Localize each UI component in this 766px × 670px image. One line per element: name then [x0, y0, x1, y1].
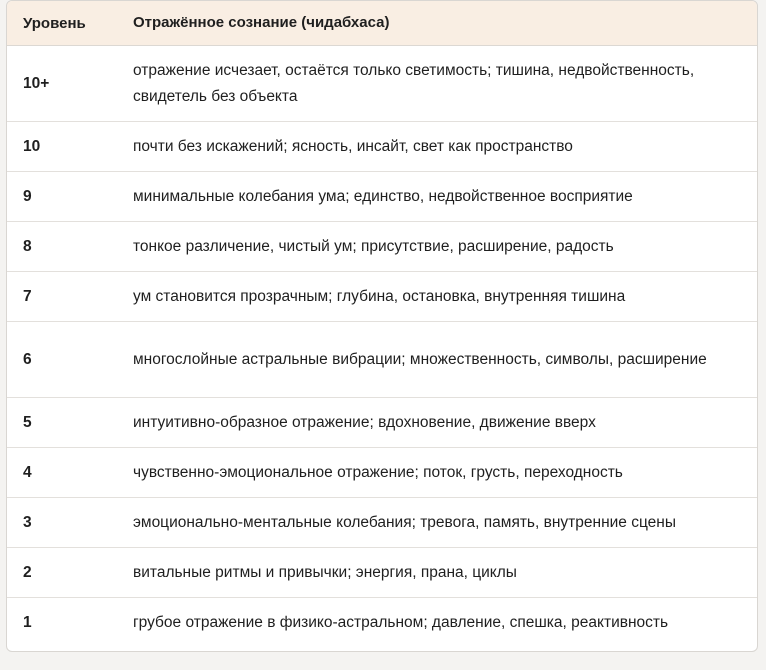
row-level: 1 [23, 614, 32, 631]
table-row [7, 272, 757, 322]
row-level: 8 [23, 237, 32, 255]
row-description: тонкое различение, чистый ум; присутствие, расширение, радость [133, 237, 614, 255]
table-row [7, 598, 757, 648]
row-level: 10+ [23, 74, 50, 92]
row-level: 4 [23, 463, 32, 481]
row-description: грубое отражение в физико-астральном; давление, спешка, реактивность [133, 614, 669, 631]
table-header-row [7, 1, 757, 46]
row-description: почти без искажений; ясность, инсайт, свет как пространство [133, 137, 573, 155]
row-level: 9 [23, 187, 32, 205]
table-row [7, 448, 757, 498]
row-description: ум становится прозрачным; глубина, остановка, внутренняя тишина [133, 287, 626, 305]
table-row [7, 498, 757, 548]
row-description: минимальные колебания ума; единство, недвойственное восприятие [133, 187, 633, 205]
levels-table [6, 0, 758, 652]
table-row [7, 122, 757, 172]
header-description: Отражённое сознание (чидабхаса) [133, 14, 390, 31]
row-description: отражение исчезает, остаётся только светимость; тишина, недвойственность, свидетель без объекта [133, 61, 695, 105]
table-row [7, 548, 757, 598]
table-row [7, 398, 757, 448]
row-level: 6 [23, 350, 32, 368]
row-description: многослойные астральные вибрации; множественность, символы, расширение [133, 350, 707, 368]
table-row [7, 322, 757, 398]
table-row [7, 222, 757, 272]
row-level: 3 [23, 513, 32, 531]
row-level: 2 [23, 563, 32, 581]
table-row [7, 46, 757, 122]
row-description: интуитивно-образное отражение; вдохновение, движение вверх [133, 413, 596, 431]
row-description: витальные ритмы и привычки; энергия, прана, циклы [133, 563, 517, 581]
table-row [7, 172, 757, 222]
row-description: чувственно-эмоциональное отражение; поток, грусть, переходность [133, 463, 623, 481]
row-level: 10 [23, 137, 41, 155]
row-description: эмоционально-ментальные колебания; тревога, память, внутренние сцены [133, 513, 676, 531]
row-level: 5 [23, 413, 32, 431]
header-level: Уровень [23, 14, 86, 32]
row-level: 7 [23, 287, 32, 305]
